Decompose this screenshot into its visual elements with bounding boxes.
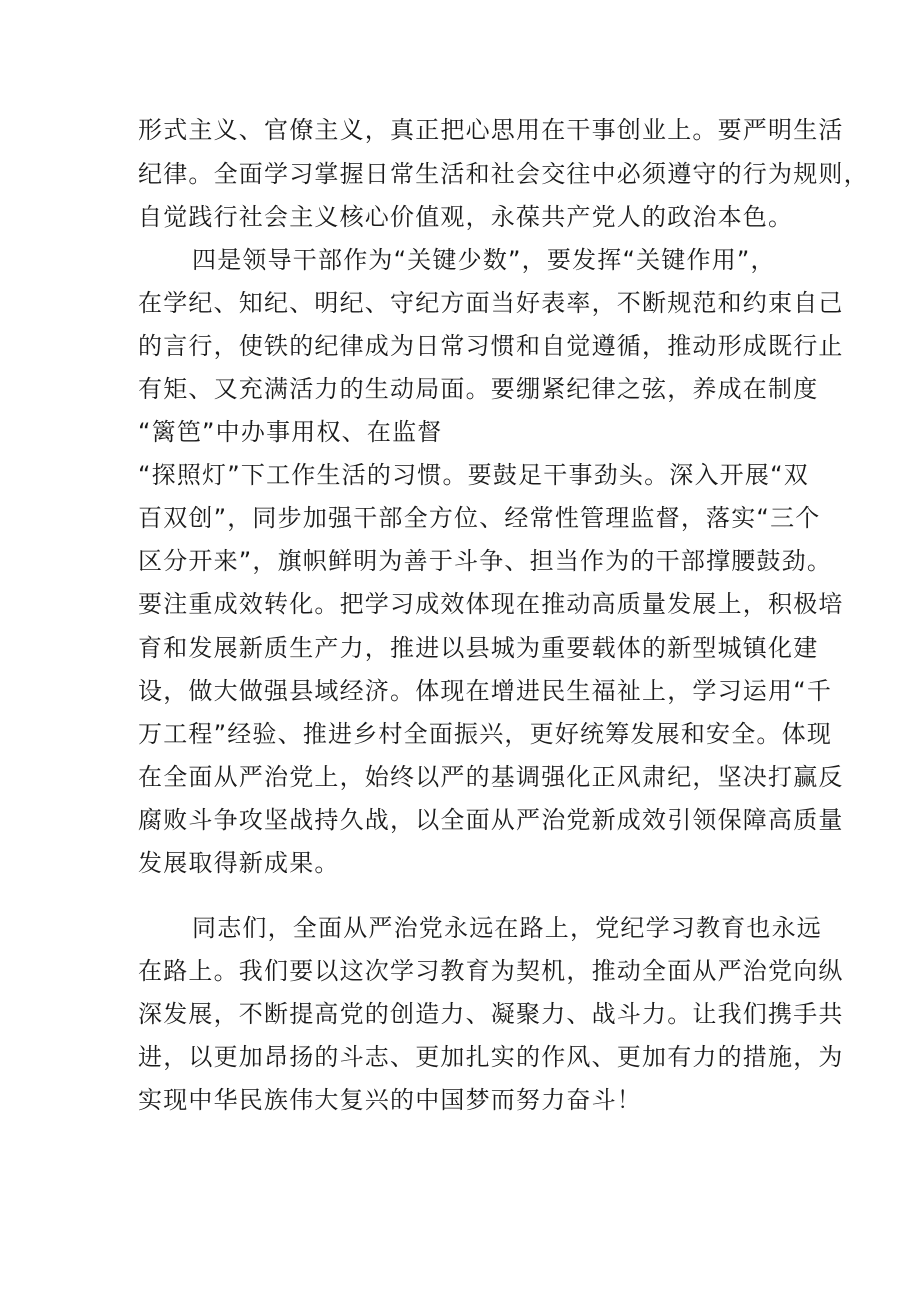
- text-line: 的言行，使铁的纪律成为日常习惯和自觉遵循，推动形成既行止: [138, 332, 844, 360]
- text-line: 百双创”，同步加强干部全方位、经常性管理监督，落实“三个: [138, 504, 821, 532]
- text-line: 同志们，全面从严治党永远在路上，党纪学习教育也永远: [192, 914, 822, 942]
- text-line: 育和发展新质生产力，推进以县城为重要载体的新型城镇化建: [138, 634, 819, 662]
- text-line: 纪律。全面学习掌握日常生活和社会交往中必须遵守的行为规则，: [138, 160, 869, 188]
- text-line: 在路上。我们要以这次学习教育为契机，推动全面从严治党向纵: [138, 957, 844, 985]
- text-line: 自觉践行社会主义核心价值观，永葆共产党人的政治本色。: [138, 203, 794, 231]
- text-line: 万工程”经验、推进乡村全面振兴，更好统筹发展和安全。体现: [138, 720, 833, 748]
- text-line: 有矩、又充满活力的生动局面。要绷紧纪律之弦，养成在制度: [138, 375, 819, 403]
- text-line: 在全面从严治党上，始终以严的基调强化正风肃纪，坚决打赢反: [138, 763, 844, 791]
- text-line: 发展取得新成果。: [138, 849, 340, 877]
- text-line: 在学纪、知纪、明纪、守纪方面当好表率，不断规范和约束自己: [138, 289, 844, 317]
- text-line: 要注重成效转化。把学习成效体现在推动高质量发展上，积极培: [138, 590, 844, 618]
- text-line: 四是领导干部作为“关键少数”，要发挥“关键作用”，: [192, 246, 776, 274]
- text-line: 设，做大做强县域经济。体现在增进民生福祉上，学习运用“千: [138, 677, 833, 705]
- text-line: “探照灯”下工作生活的习惯。要鼓足干事劲头。深入开展“双: [138, 461, 809, 489]
- text-line: 实现中华民族伟大复兴的中国梦而努力奋斗！: [138, 1086, 642, 1114]
- text-line: 区分开来”，旗帜鲜明为善于斗争、担当作为的干部撑腰鼓劲。: [138, 547, 833, 575]
- text-line: 形式主义、官僚主义，真正把心思用在干事创业上。要严明生活: [138, 116, 844, 144]
- text-line: 进，以更加昂扬的斗志、更加扎实的作风、更加有力的措施，为: [138, 1043, 844, 1071]
- text-line: 腐败斗争攻坚战持久战，以全面从严治党新成效引领保障高质量: [138, 806, 844, 834]
- text-line: 深发展，不断提高党的创造力、凝聚力、战斗力。让我们携手共: [138, 1000, 844, 1028]
- text-line: “篱笆”中办事用权、在监督: [138, 418, 443, 446]
